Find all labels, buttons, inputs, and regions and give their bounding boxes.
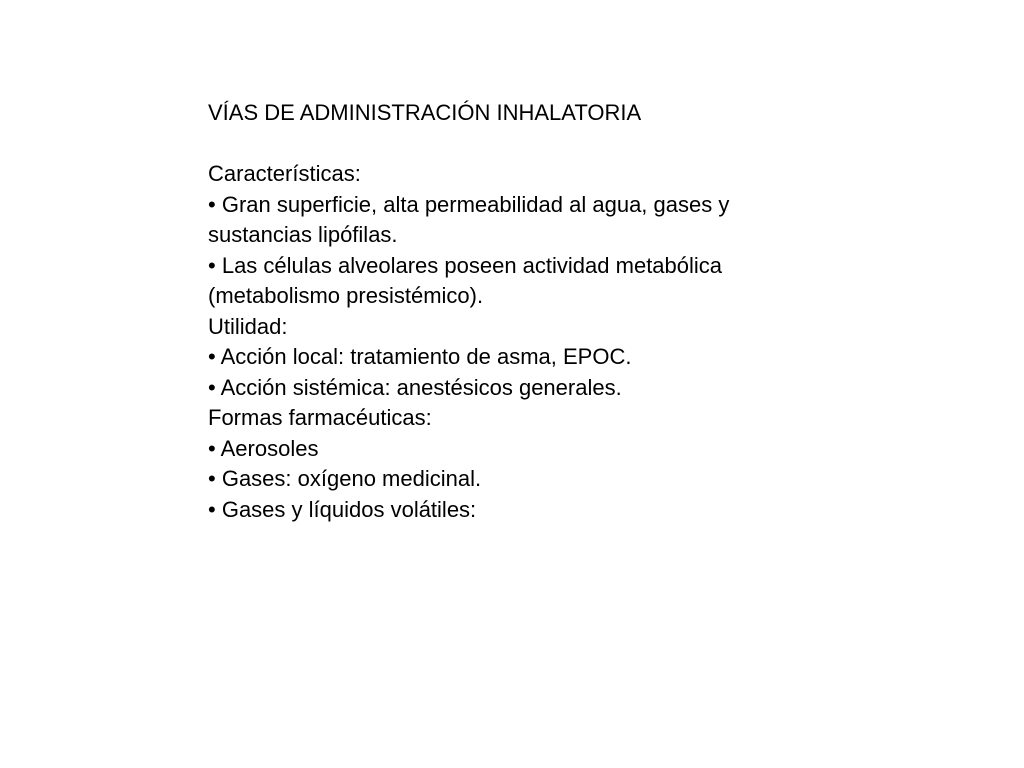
slide-title: VÍAS DE ADMINISTRACIÓN INHALATORIA	[208, 100, 642, 125]
list-item	[208, 495, 828, 526]
bullet-icon: •	[208, 252, 216, 278]
bullet-text: Gran superficie, alta permeabilidad al agua, gases y sustancias lipófilas.	[208, 191, 730, 247]
section-heading-formas-farmaceuticas: Formas farmacéuticas:	[208, 405, 432, 430]
list-item	[208, 464, 828, 495]
bullet-text: Gases: oxígeno medicinal.	[221, 466, 482, 491]
bullet-text: Acción local: tratamiento de asma, EPOC.	[220, 344, 632, 369]
bullet-text: Las células alveolares poseen actividad metabólica (metabolismo presistémico).	[208, 252, 723, 308]
bullet-icon: •	[208, 466, 216, 491]
bullet-icon: •	[208, 344, 216, 369]
bullet-text: Aerosoles	[220, 435, 319, 461]
section-heading-caracteristicas: Características:	[208, 161, 361, 186]
title-spacer	[208, 129, 828, 160]
section-heading-utilidad: Utilidad:	[208, 313, 288, 339]
bullet-icon: •	[208, 496, 216, 522]
bullet-icon: •	[208, 374, 216, 400]
list-item	[208, 342, 828, 373]
slide-text-block	[208, 98, 828, 525]
list-item	[208, 434, 828, 465]
list-item	[208, 373, 828, 404]
list-item	[208, 251, 828, 312]
bullet-icon: •	[208, 191, 216, 217]
list-item	[208, 190, 828, 251]
bullet-icon: •	[208, 435, 216, 461]
bullet-text: Acción sistémica: anestésicos generales.	[220, 374, 622, 400]
bullet-text: Gases y líquidos volátiles:	[221, 496, 477, 522]
